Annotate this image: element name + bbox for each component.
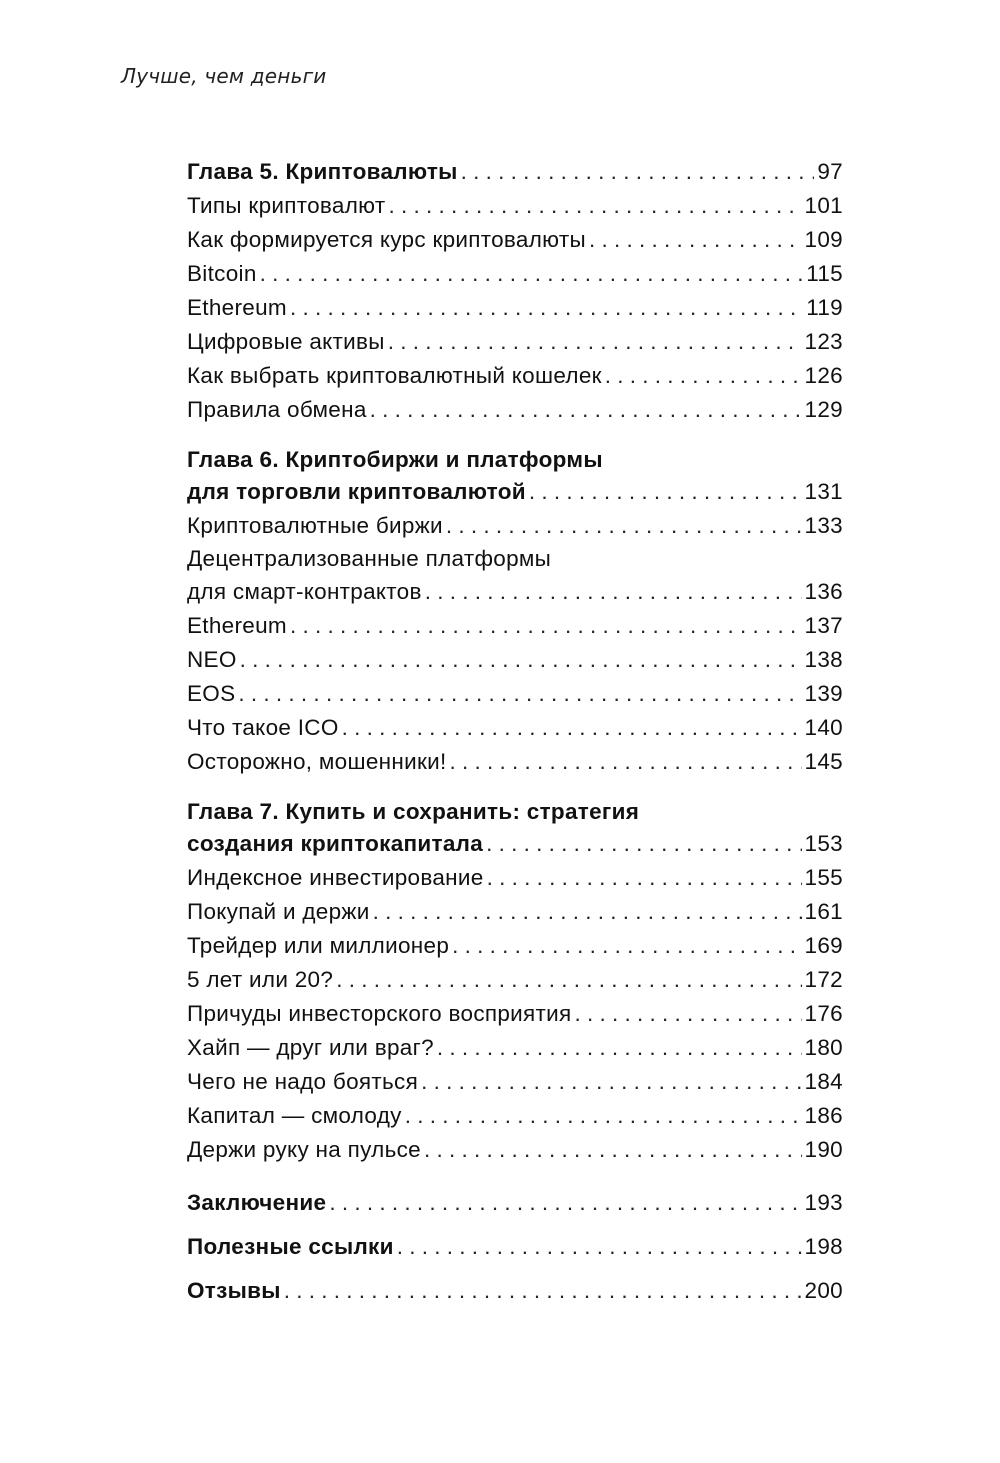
running-head: Лучше, чем деньги (121, 64, 327, 88)
toc-page-number: 172 (804, 967, 843, 992)
toc-item-title: Что такое ICO (187, 715, 339, 740)
toc-useful-links[interactable] (187, 1229, 843, 1265)
toc-page-number: 129 (804, 397, 843, 422)
toc-item-title: EOS (187, 681, 236, 706)
toc-item-title: NEO (187, 647, 237, 672)
dot-leader (605, 359, 802, 393)
toc-item[interactable] (187, 963, 843, 997)
toc-page-number: 184 (804, 1069, 843, 1094)
dot-leader (388, 189, 801, 223)
dot-leader (238, 677, 801, 711)
toc-page-number: 145 (804, 749, 843, 774)
toc-item[interactable] (187, 745, 843, 779)
dot-leader (421, 1065, 801, 1099)
toc-item-title: Причуды инвесторского восприятия (187, 1001, 572, 1026)
toc-item-title: Криптовалютные биржи (187, 513, 443, 538)
toc-item[interactable] (187, 643, 843, 677)
toc-chapter-title-line2: для торговли криптовалютой (187, 479, 526, 504)
toc-page-number: 119 (806, 295, 843, 320)
toc-item[interactable] (187, 1031, 843, 1065)
toc-page-number: 186 (804, 1103, 843, 1128)
toc-item-title: Осторожно, мошенники! (187, 749, 447, 774)
dot-leader (446, 509, 802, 543)
dot-leader (450, 745, 802, 779)
toc-item-multiline[interactable] (187, 543, 843, 609)
toc-item[interactable] (187, 189, 843, 223)
toc-item-title: 5 лет или 20? (187, 967, 334, 992)
toc-item-title: Как выбрать криптовалютный кошелек (187, 363, 602, 388)
toc-chapter-title-line1: Глава 7. Купить и сохранить: стратегия (187, 799, 640, 824)
toc-item-title: Ethereum (187, 613, 287, 638)
dot-leader (487, 861, 802, 895)
dot-leader (329, 1185, 801, 1221)
toc-item-title: Хайп — друг или враг? (187, 1035, 434, 1060)
dot-leader (373, 895, 802, 929)
toc-page-number: 109 (804, 227, 843, 252)
dot-leader (290, 609, 802, 643)
toc-page-number: 101 (804, 193, 843, 218)
toc-item-title: Bitcoin (187, 261, 257, 286)
toc-item-title: Покупай и держи (187, 899, 370, 924)
toc-page-number: 169 (804, 933, 843, 958)
toc-item-title: Капитал — смолоду (187, 1103, 402, 1128)
dot-leader (461, 155, 815, 189)
dot-leader (260, 257, 804, 291)
toc-item-title: Чего не надо бояться (187, 1069, 419, 1094)
dot-leader (425, 575, 802, 609)
toc-item[interactable] (187, 997, 843, 1031)
toc-item-line2-row (187, 575, 843, 609)
toc-item-title: Индексное инвестирование (187, 865, 484, 890)
toc-item[interactable] (187, 257, 843, 291)
toc-section-title: Заключение (187, 1190, 327, 1215)
toc-chapter-5[interactable] (187, 155, 843, 189)
toc-page-number: 153 (804, 831, 843, 856)
dot-leader (240, 643, 802, 677)
toc-item[interactable] (187, 711, 843, 745)
toc-chapter-7[interactable] (187, 797, 843, 861)
toc-item-title: Цифровые активы (187, 329, 385, 354)
toc-page-number: 200 (804, 1278, 843, 1303)
toc-page-number: 137 (804, 613, 843, 638)
toc-item[interactable] (187, 1133, 843, 1167)
toc-page-number: 193 (804, 1190, 843, 1215)
dot-leader (589, 223, 802, 257)
dot-leader (284, 1273, 802, 1309)
toc-item[interactable] (187, 1065, 843, 1099)
toc-page-number: 123 (804, 329, 843, 354)
toc-page-number: 198 (804, 1234, 843, 1259)
toc-item[interactable] (187, 325, 843, 359)
dot-leader (405, 1099, 802, 1133)
toc-page-number: 133 (804, 513, 843, 538)
toc-item-title: Правила обмена (187, 397, 367, 422)
dot-leader (574, 997, 801, 1031)
toc-reviews[interactable] (187, 1273, 843, 1309)
dot-leader (388, 325, 802, 359)
toc-item-title: Ethereum (187, 295, 287, 320)
table-of-contents (187, 155, 843, 1309)
toc-item[interactable] (187, 291, 843, 325)
toc-chapter-title-line1: Глава 6. Криптобиржи и платформы (187, 447, 603, 472)
toc-item[interactable] (187, 393, 843, 427)
toc-item[interactable] (187, 359, 843, 393)
toc-page-number: 155 (804, 865, 843, 890)
toc-page-number: 136 (804, 579, 843, 604)
toc-chapter-6[interactable] (187, 445, 843, 509)
dot-leader (342, 711, 802, 745)
toc-page-number: 139 (804, 681, 843, 706)
toc-item[interactable] (187, 223, 843, 257)
toc-page-number: 138 (804, 647, 843, 672)
toc-item[interactable] (187, 895, 843, 929)
dot-leader (452, 929, 801, 963)
toc-item-title: Держи руку на пульсе (187, 1137, 421, 1162)
dot-leader (336, 963, 801, 997)
toc-page-number: 115 (806, 261, 843, 286)
dot-leader (437, 1031, 802, 1065)
toc-item-title-line2: для смарт-контрактов (187, 579, 422, 604)
toc-page-number: 126 (804, 363, 843, 388)
toc-item-title-line1: Децентрализованные платформы (187, 546, 552, 571)
dot-leader (486, 827, 801, 861)
toc-chapter-title: Глава 5. Криптовалюты (187, 159, 458, 184)
toc-chapter-title-line2-row (187, 475, 843, 509)
toc-chapter-title-line2: создания криптокапитала (187, 831, 484, 856)
toc-item-title: Типы криптовалют (187, 193, 386, 218)
toc-item[interactable] (187, 677, 843, 711)
toc-page-number: 176 (804, 1001, 843, 1026)
toc-page-number: 190 (804, 1137, 843, 1162)
dot-leader (290, 291, 803, 325)
dot-leader (529, 475, 802, 509)
toc-page-number: 131 (804, 479, 843, 504)
toc-section-title: Отзывы (187, 1278, 281, 1303)
toc-item[interactable] (187, 1099, 843, 1133)
toc-section-title: Полезные ссылки (187, 1234, 394, 1259)
dot-leader (370, 393, 802, 427)
dot-leader (397, 1229, 802, 1265)
toc-item[interactable] (187, 509, 843, 543)
toc-item-title: Как формируется курс криптовалюты (187, 227, 586, 252)
toc-item[interactable] (187, 609, 843, 643)
toc-page-number: 97 (817, 159, 843, 184)
toc-page-number: 180 (804, 1035, 843, 1060)
toc-conclusion[interactable] (187, 1185, 843, 1221)
toc-item[interactable] (187, 861, 843, 895)
toc-item-title: Трейдер или миллионер (187, 933, 450, 958)
toc-item[interactable] (187, 929, 843, 963)
toc-page-number: 140 (804, 715, 843, 740)
dot-leader (424, 1133, 802, 1167)
toc-chapter-title-line2-row (187, 827, 843, 861)
toc-page-number: 161 (804, 899, 843, 924)
